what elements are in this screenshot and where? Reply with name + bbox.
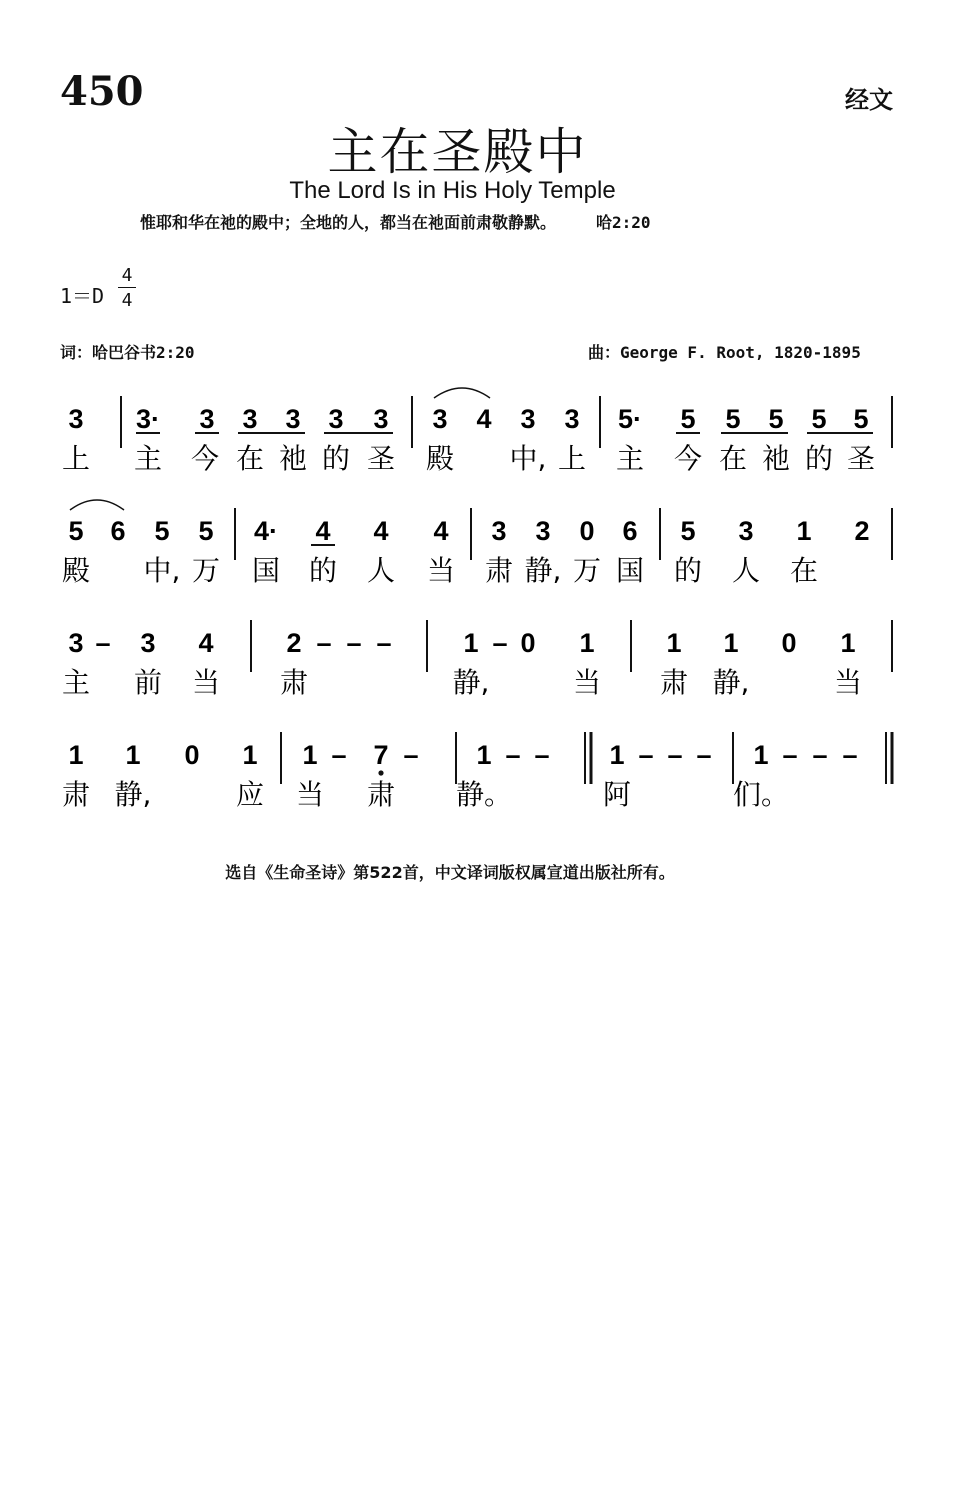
note: 1 [796, 516, 812, 546]
note: 4 [198, 628, 214, 658]
note: 3 [432, 404, 448, 434]
note: 3 [535, 516, 551, 546]
note: 3 [328, 404, 344, 434]
note: – [505, 740, 521, 770]
copyright-footer: 选自《生命圣诗》第522首，中文译词版权属宣道出版社所有。 [225, 863, 675, 882]
note: 1 [723, 628, 739, 658]
note: 1 [840, 628, 856, 658]
scripture-text: 惟耶和华在祂的殿中；全地的人，都当在祂面前肃敬静默。 [140, 213, 557, 232]
note: 1 [242, 740, 258, 770]
note: – [534, 740, 550, 770]
title-chinese: 主在圣殿中 [327, 123, 588, 181]
lyric: 万 [191, 554, 221, 587]
note: 3· [135, 404, 161, 434]
note: 2 [286, 628, 302, 658]
title-english: The Lord Is in His Holy Temple [289, 177, 616, 204]
note: 1 [68, 740, 84, 770]
lyric: 上 [61, 442, 91, 475]
lyric: 在 [718, 442, 748, 475]
lyric: 们。 [732, 778, 790, 811]
lyric: 殿 [425, 442, 455, 475]
lyric: 国 [251, 554, 281, 587]
note: – [842, 740, 858, 770]
note: – [95, 628, 111, 658]
note: 5 [853, 404, 869, 434]
note: – [696, 740, 712, 770]
note: – [492, 628, 508, 658]
lyric: 前 [133, 666, 163, 699]
note: 7 [373, 740, 389, 770]
lyric: 在 [235, 442, 265, 475]
note: 3 [520, 404, 536, 434]
note: 5 [154, 516, 170, 546]
lyric: 人 [731, 554, 761, 587]
lyric: 当 [572, 666, 602, 699]
note: 3 [242, 404, 258, 434]
note: 5 [725, 404, 741, 434]
note: 5· [617, 404, 643, 434]
note: 5 [811, 404, 827, 434]
lyric: 祂 [278, 442, 308, 475]
note: 3 [68, 404, 84, 434]
note: 4· [253, 516, 279, 546]
lyric: 人 [366, 554, 396, 587]
slur [70, 500, 124, 510]
note: 3 [140, 628, 156, 658]
note: – [638, 740, 654, 770]
category-label: 经文 [845, 85, 893, 114]
lyric: 的 [321, 442, 351, 475]
note: 5 [68, 516, 84, 546]
note: – [376, 628, 392, 658]
note: 3 [373, 404, 389, 434]
lyric: 应 [235, 778, 265, 811]
note: 2 [854, 516, 870, 546]
note: 1 [579, 628, 595, 658]
note: 5 [680, 404, 696, 434]
lyric: 的 [673, 554, 703, 587]
note: 3 [491, 516, 507, 546]
lyric: 今 [673, 442, 703, 475]
note: 3 [199, 404, 215, 434]
note: 6 [622, 516, 638, 546]
note: 1 [302, 740, 318, 770]
lyric: 中, [509, 442, 547, 475]
lyric: 殿 [61, 554, 91, 587]
note: 4 [373, 516, 389, 546]
lyric: 今 [190, 442, 220, 475]
lyric: 主 [61, 666, 91, 699]
note: – [812, 740, 828, 770]
composer-credit: 曲：George F. Root, 1820-1895 [588, 343, 861, 362]
note: 4 [433, 516, 449, 546]
note: 4 [476, 404, 492, 434]
lyric: 当 [295, 778, 325, 811]
time-signature-bottom: 4 [121, 290, 133, 311]
lyric: 静, [452, 666, 490, 699]
key-signature: 1＝D [60, 284, 105, 308]
lyric: 主 [133, 442, 163, 475]
note: 5 [768, 404, 784, 434]
note: 3 [738, 516, 754, 546]
lyric: 上 [557, 442, 587, 475]
lyric: 当 [833, 666, 863, 699]
note: – [782, 740, 798, 770]
note: 0 [579, 516, 595, 546]
note: 4 [315, 516, 331, 546]
note: – [667, 740, 683, 770]
lyric: 当 [426, 554, 456, 587]
lyric: 在 [789, 554, 819, 587]
hymn-number: 450 [60, 68, 144, 115]
scripture-reference: 哈2:20 [596, 213, 651, 232]
lyric: 的 [804, 442, 834, 475]
note: – [403, 740, 419, 770]
note: 0 [781, 628, 797, 658]
note: 3 [68, 628, 84, 658]
note: 1 [463, 628, 479, 658]
note: – [331, 740, 347, 770]
note: 1 [125, 740, 141, 770]
lyric: 的 [308, 554, 338, 587]
lyric: 肃 [279, 666, 309, 699]
note: 3 [564, 404, 580, 434]
lower-octave-dot [378, 770, 383, 775]
lyric: 中, [143, 554, 181, 587]
time-signature-top: 4 [121, 265, 133, 286]
lyric: 主 [615, 442, 645, 475]
lyric: 阿 [602, 778, 632, 811]
lyric: 圣 [846, 442, 876, 475]
note: 0 [520, 628, 536, 658]
slur [434, 388, 490, 398]
lyric: 静, [712, 666, 750, 699]
lyric: 静, [524, 554, 562, 587]
lyric: 肃 [366, 778, 396, 811]
note: 1 [666, 628, 682, 658]
note: 1 [476, 740, 492, 770]
note: 6 [110, 516, 126, 546]
lyric: 静。 [455, 778, 513, 811]
lyricist-credit: 词：哈巴谷书2:20 [60, 343, 195, 362]
lyric: 祂 [761, 442, 791, 475]
note: – [346, 628, 362, 658]
lyric: 肃 [61, 778, 91, 811]
note: 5 [680, 516, 696, 546]
lyric: 万 [572, 554, 602, 587]
lyric: 肃 [659, 666, 689, 699]
lyric: 肃 [484, 554, 514, 587]
note: 3 [285, 404, 301, 434]
lyric: 圣 [366, 442, 396, 475]
note: – [316, 628, 332, 658]
note: 5 [198, 516, 214, 546]
note: 1 [753, 740, 769, 770]
lyric: 当 [191, 666, 221, 699]
lyric: 静, [114, 778, 152, 811]
note: 1 [609, 740, 625, 770]
note: 0 [184, 740, 200, 770]
lyric: 国 [615, 554, 645, 587]
